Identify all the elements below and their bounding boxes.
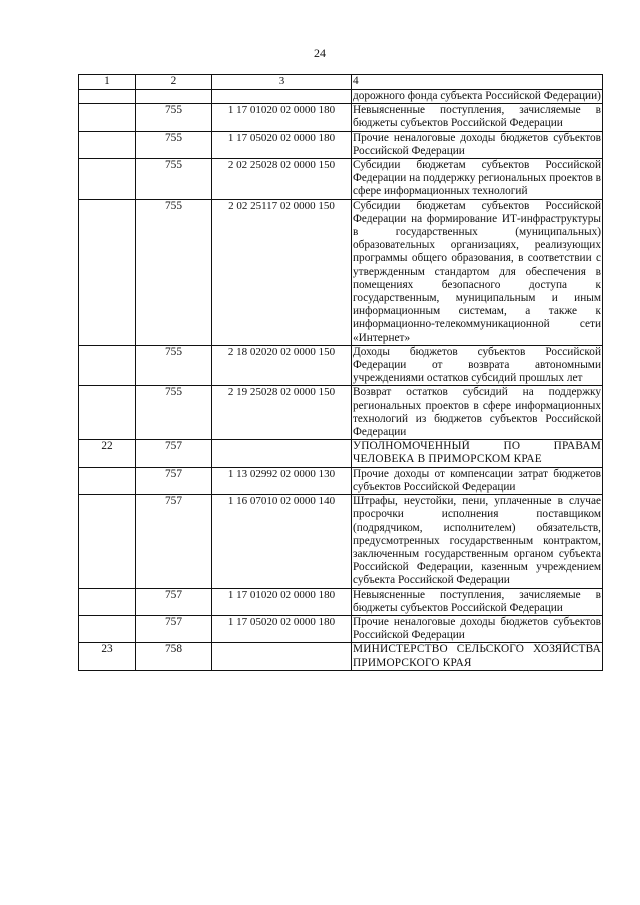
revenue-code-cell: 2 19 25028 02 0000 150: [212, 386, 352, 440]
table-row: [79, 588, 603, 615]
revenue-name-cell: МИНИСТЕРСТВО СЕЛЬСКОГО ХОЗЯЙСТВА ПРИМОРСКОГО КРАЯ: [353, 643, 601, 669]
row-number-cell: [79, 588, 136, 615]
table-header-row: [79, 75, 603, 90]
table-body: [79, 90, 603, 671]
admin-code-cell: 757: [136, 467, 212, 494]
page-number: 24: [314, 46, 326, 60]
revenue-name-cell: Субсидии бюджетам субъектов Российской Федерации на формирование ИТ-инфраструктуры в государственных (муниципальных) образовательных организациях, реализующих программы общего образования, в соответствии с утвержденным стандартом для обеспечения в помещениях безопасного доступа к государственным, муниципальным и иным информационным системам, а также к информационно-телекоммуникационной сети «Интернет»: [353, 199, 601, 344]
column-header-4: 4: [352, 75, 603, 90]
revenue-code-cell: 1 13 02992 02 0000 130: [212, 467, 352, 494]
admin-code-cell: 755: [136, 104, 212, 131]
row-number-cell: [79, 495, 136, 588]
admin-code-cell: 757: [136, 615, 212, 642]
revenue-code-cell: 1 17 01020 02 0000 180: [212, 588, 352, 615]
revenue-name-cell: Прочие неналоговые доходы бюджетов субъектов Российской Федерации: [353, 615, 601, 642]
revenue-name-cell: Доходы бюджетов субъектов Российской Федерации от возврата автономными учреждениями остатков субсидий прошлых лет: [353, 345, 601, 385]
row-number-cell: [79, 90, 136, 104]
table-row: [79, 440, 603, 467]
row-number-cell: [79, 159, 136, 200]
revenue-code-cell: 2 02 25117 02 0000 150: [212, 199, 352, 345]
revenue-name-cell: Невыясненные поступления, зачисляемые в бюджеты субъектов Российской Федерации: [353, 104, 601, 130]
revenue-code-cell: 1 17 05020 02 0000 180: [212, 615, 352, 642]
revenue-name-cell: Прочие доходы от компенсации затрат бюджетов субъектов Российской Федерации: [353, 467, 601, 493]
column-header-1: 1: [79, 75, 136, 90]
revenue-code-cell: 1 17 05020 02 0000 180: [212, 131, 352, 158]
revenue-code-cell: 1 16 07010 02 0000 140: [212, 495, 352, 588]
revenue-name-cell: Прочие неналоговые доходы бюджетов субъектов Российской Федерации: [353, 131, 601, 157]
row-number-cell: [79, 199, 136, 345]
admin-code-cell: 755: [136, 159, 212, 200]
revenue-code-cell: [212, 643, 352, 670]
table-row: [79, 104, 603, 131]
table-row: [79, 643, 603, 670]
revenue-name-cell: Невыясненные поступления, зачисляемые в бюджеты субъектов Российской Федерации: [353, 588, 601, 614]
admin-code-cell: 755: [136, 386, 212, 440]
revenue-name-cell: Возврат остатков субсидий на поддержку региональных проектов в сфере информационных технологий из бюджетов субъектов Российской Федерации: [353, 386, 601, 439]
table-row: [79, 159, 603, 200]
revenue-code-cell: 2 18 02020 02 0000 150: [212, 345, 352, 386]
row-number-cell: 23: [79, 643, 136, 670]
revenue-code-cell: 1 17 01020 02 0000 180: [212, 104, 352, 131]
admin-code-cell: 758: [136, 643, 212, 670]
admin-code-cell: 755: [136, 131, 212, 158]
admin-code-cell: [136, 90, 212, 104]
admin-code-cell: 755: [136, 345, 212, 386]
revenue-codes-table: [78, 74, 603, 671]
admin-code-cell: 757: [136, 588, 212, 615]
table-row: [79, 90, 603, 104]
revenue-code-cell: [212, 440, 352, 467]
table-row: [79, 467, 603, 494]
admin-code-cell: 757: [136, 495, 212, 588]
row-number-cell: [79, 345, 136, 386]
revenue-name-cell: Субсидии бюджетам субъектов Российской Федерации на поддержку региональных проектов в сфере информационных технологий: [353, 159, 602, 198]
row-number-cell: [79, 615, 136, 642]
admin-code-cell: 757: [136, 440, 212, 467]
revenue-name-cell: УПОЛНОМОЧЕННЫЙ ПО ПРАВАМ ЧЕЛОВЕКА В ПРИМОРСКОМ КРАЕ: [353, 440, 601, 466]
row-number-cell: [79, 467, 136, 494]
row-number-cell: [79, 131, 136, 158]
row-number-cell: [79, 386, 136, 440]
row-number-cell: 22: [79, 440, 136, 467]
table-row: [79, 615, 603, 642]
column-header-2: 2: [136, 75, 212, 90]
admin-code-cell: 755: [136, 199, 212, 345]
row-number-cell: [79, 104, 136, 131]
revenue-name-cell: дорожного фонда субъекта Российской Федерации): [353, 90, 601, 102]
table-row: [79, 131, 603, 158]
revenue-code-cell: 2 02 25028 02 0000 150: [212, 159, 352, 200]
table-row: [79, 386, 603, 440]
table-row: [79, 345, 603, 386]
revenue-name-cell: Штрафы, неустойки, пени, уплаченные в случае просрочки исполнения поставщиком (подрядчиком, исполнителем) обязательств, предусмотренных государственным контрактом, заключенным государственным органом субъекта Российской Федерации, казенным учреждением субъекта Российской Федерации: [353, 495, 601, 587]
table-row: [79, 495, 603, 588]
table-row: [79, 199, 603, 345]
revenue-code-cell: [212, 90, 352, 104]
column-header-3: 3: [212, 75, 352, 90]
